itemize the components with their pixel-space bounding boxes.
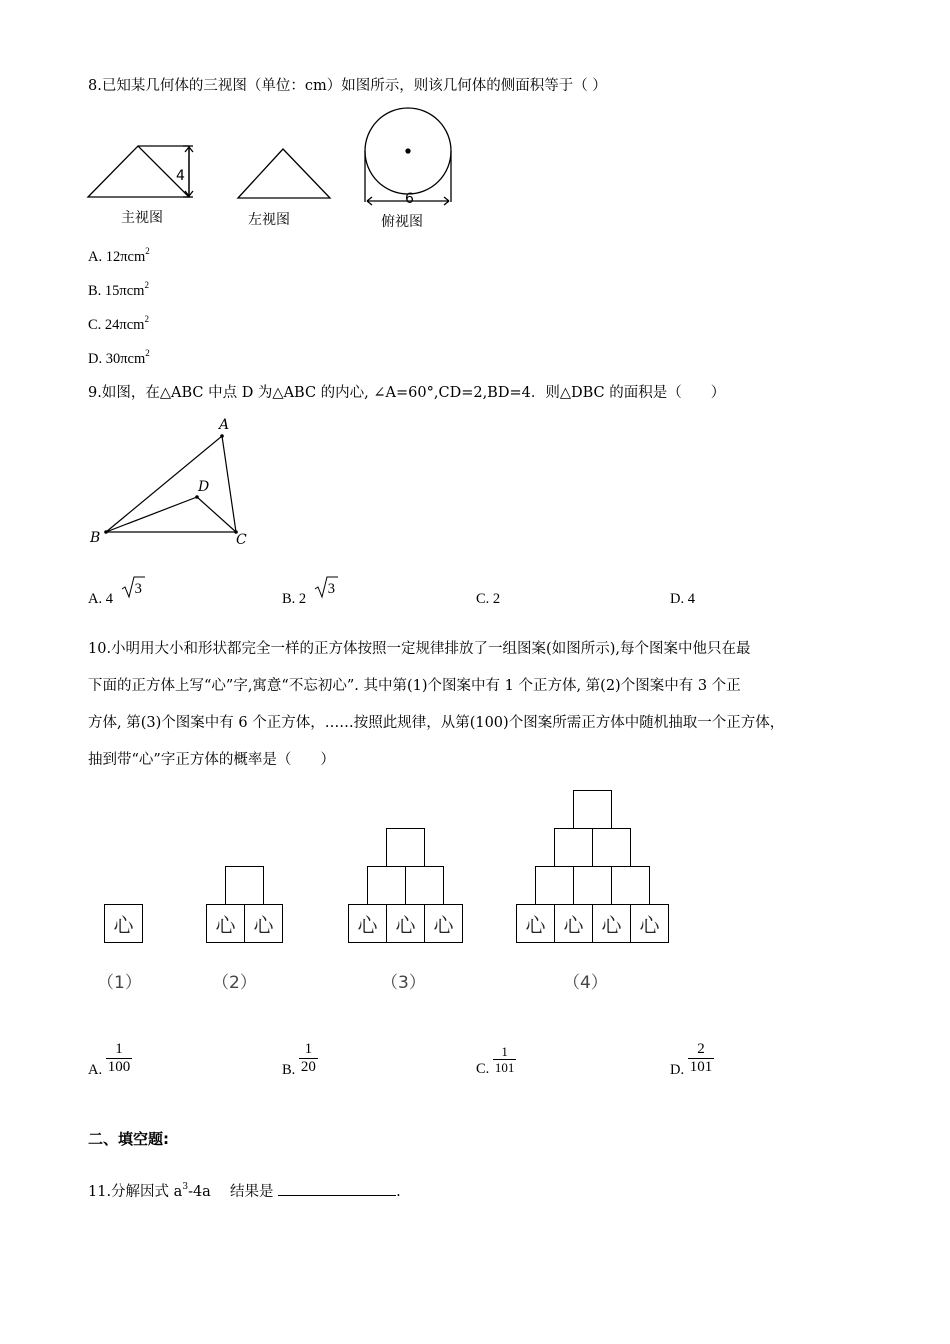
q9-triangle-figure [80,410,280,560]
figure-label-4: （4） [563,973,608,993]
cube [592,828,631,867]
cube [535,866,574,905]
q10-option-b: B. $\frac{1}{20}$ [282,1041,316,1078]
cube [405,866,444,905]
point-a-label: A [219,417,230,433]
q10-line-3: 方体, 第(3)个图案中有 6 个正方体，……按照此规律，从第(100)个图案所需正方体中随机抽取一个正方体， [88,715,785,731]
cube [573,790,612,829]
cube [367,866,406,905]
height-label: 4 [176,168,185,184]
q10-line-4: 抽到带“心”字正方体的概率是（ ） [88,752,335,768]
figure-label-3: （3） [381,973,426,993]
figure-label-2: （2） [212,973,257,993]
left-view-label: 左视图 [248,212,290,228]
cube [554,828,593,867]
q9-option-c: C. 2 [476,591,501,607]
q10-option-c: C. $\frac{1}{101}$ [476,1044,515,1077]
cube [386,828,425,867]
q10-line-2: 下面的正方体上写“心”字,寓意“不忘初心”. 其中第(1)个图案中有 1 个正方体, 第(2)个图案中有 3 个正 [88,678,741,694]
q10-line-1: 10.小明用大小和形状都完全一样的正方体按照一定规律排放了一组图案(如图所示),每个图案中他只在最 [88,641,751,657]
cube [573,866,612,905]
cube-with-character: 心 [630,904,669,943]
q10-option-a: A. $\frac{1}{100}$ [88,1041,131,1078]
cube-with-character: 心 [104,904,143,943]
top-view-label: 俯视图 [381,214,423,230]
q10-option-d: D. $\frac{2}{101}$ [670,1041,713,1078]
left-view-figure [238,149,330,198]
point-c-label: C [236,532,247,548]
cube-with-character: 心 [554,904,593,943]
cube [611,866,650,905]
q11-stem: 11.分解因式 $a^3-4a$ 结果是 . [88,1182,401,1200]
q8-option-b: B. 15πcm$^2$ [88,280,149,299]
q8-stem: 8.已知某几何体的三视图（单位：cm）如图所示，则该几何体的侧面积等于（ ） [88,78,607,94]
q9-option-a: A. 4 3 [88,591,128,608]
cube-with-character: 心 [386,904,425,943]
q8-option-d: D. 30πcm$^2$ [88,348,150,367]
q8-option-c: C. 24πcm$^2$ [88,314,149,333]
cube-with-character: 心 [206,904,245,943]
cube-with-character: 心 [516,904,555,943]
cube-with-character: 心 [424,904,463,943]
point-b-label: B [90,530,101,546]
q9-stem: 9.如图，在△ABC 中点 D 为△ABC 的内心, ∠A=60°,CD=2,BD=4．则△DBC 的面积是（ ） [88,385,726,401]
diameter-label: 6 [405,191,414,207]
q11-answer-blank[interactable] [278,1181,396,1196]
q8-option-a: A. 12πcm$^2$ [88,246,150,265]
section-2-heading: 二、填空题: [88,1130,169,1148]
cube-with-character: 心 [244,904,283,943]
cube-with-character: 心 [592,904,631,943]
point-d-label: D [198,479,210,495]
figure-label-1: （1） [97,973,142,993]
q9-option-d: D. 4 [670,591,695,607]
q9-option-b: B. 2 3 [282,591,321,608]
cube-with-character: 心 [348,904,387,943]
cube [225,866,264,905]
front-view-label: 主视图 [121,210,163,226]
